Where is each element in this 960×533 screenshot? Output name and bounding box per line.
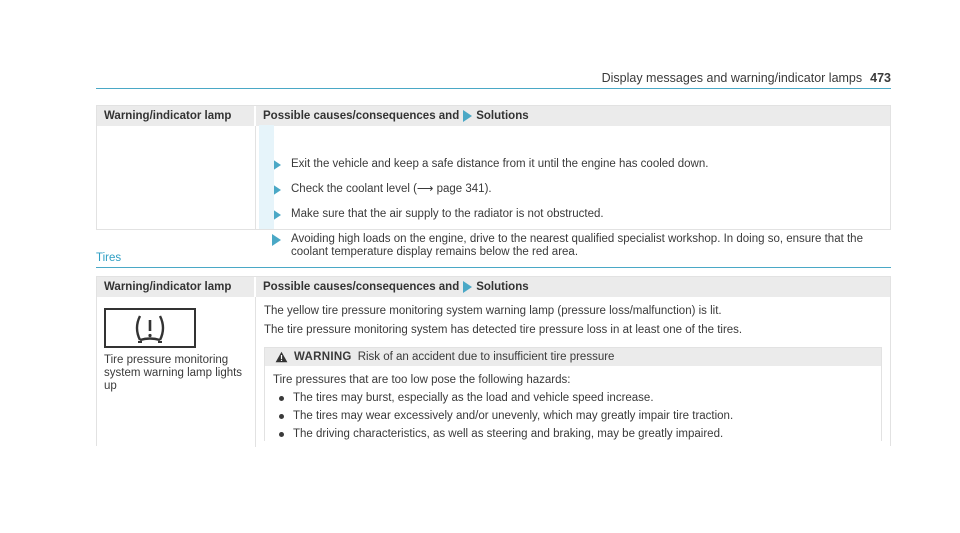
solution-arrow-icon bbox=[463, 281, 472, 293]
step-arrow-icon bbox=[272, 234, 281, 246]
warning-header bbox=[265, 348, 881, 366]
lamp-label: Tire pressure monitoring system warning lamp lights up bbox=[104, 354, 243, 392]
tire-pressure-warning-icon-svg bbox=[130, 312, 170, 344]
bullet-text: The tires may burst, especially as the load and vehicle speed increase. bbox=[293, 392, 654, 404]
table-header-row bbox=[97, 106, 890, 126]
column-header-causes bbox=[256, 106, 890, 126]
causes-cell bbox=[256, 297, 890, 451]
causes-cell bbox=[256, 126, 890, 265]
bullet-icon bbox=[279, 414, 284, 419]
paragraph: The yellow tire pressure monitoring system warning lamp (pressure loss/malfunction) is lit. bbox=[264, 305, 722, 317]
column-header-lamp: Warning/indicator lamp bbox=[97, 277, 256, 297]
list-item bbox=[279, 427, 873, 441]
column-header-causes-text: Possible causes/consequences and bbox=[263, 110, 460, 122]
tire-table bbox=[96, 276, 891, 446]
bullet-icon bbox=[279, 396, 284, 401]
list-item bbox=[264, 158, 882, 171]
lamp-cell bbox=[97, 126, 256, 229]
warning-box bbox=[264, 347, 882, 441]
column-header-causes bbox=[256, 277, 890, 297]
table-row bbox=[97, 297, 890, 451]
step-indicator-bar bbox=[259, 125, 274, 229]
list-item bbox=[279, 409, 873, 423]
running-header-title: Display messages and warning/indicator lamps bbox=[601, 71, 863, 85]
page-number: 473 bbox=[870, 71, 891, 85]
warning-triangle-icon bbox=[275, 351, 288, 363]
tire-pressure-warning-icon bbox=[104, 308, 196, 348]
solution-arrow-icon bbox=[463, 110, 472, 122]
step-text: Make sure that the air supply to the radiator is not obstructed. bbox=[291, 208, 604, 220]
column-header-solutions-text: Solutions bbox=[476, 281, 529, 293]
step-text: Avoiding high loads on the engine, drive to the nearest qualified specialist workshop. In doing so, ensure that the coolant temperature display remains below the red area. bbox=[291, 233, 863, 258]
section-divider bbox=[96, 267, 891, 268]
list-item bbox=[264, 233, 882, 259]
table-row bbox=[97, 126, 890, 265]
list-item bbox=[264, 208, 882, 221]
list-item bbox=[264, 183, 882, 196]
warning-label: WARNING bbox=[294, 351, 352, 363]
step-text[interactable]: Check the coolant level (⟶ page 341). bbox=[291, 183, 492, 195]
column-header-causes-text: Possible causes/consequences and bbox=[263, 281, 460, 293]
table-header-row bbox=[97, 277, 890, 297]
warning-intro: Tire pressures that are too low pose the following hazards: bbox=[273, 374, 571, 386]
header-divider bbox=[96, 88, 891, 89]
section-title: Tires bbox=[96, 252, 122, 264]
step-text: Exit the vehicle and keep a safe distance from it until the engine has cooled down. bbox=[291, 158, 709, 170]
column-header-lamp: Warning/indicator lamp bbox=[97, 106, 256, 126]
list-item bbox=[279, 391, 873, 405]
bullet-text: The tires may wear excessively and/or unevenly, which may greatly impair tire traction. bbox=[293, 410, 734, 422]
warning-title: Risk of an accident due to insufficient tire pressure bbox=[357, 351, 615, 363]
lamp-cell bbox=[97, 297, 256, 447]
or-text bbox=[264, 134, 882, 146]
running-header bbox=[602, 71, 891, 85]
paragraph: The tire pressure monitoring system has detected tire pressure loss in at least one of the tires. bbox=[264, 324, 743, 336]
warning-body bbox=[265, 366, 881, 441]
column-header-solutions-text: Solutions bbox=[476, 110, 529, 122]
bullet-text: The driving characteristics, as well as steering and braking, may be greatly impaired. bbox=[293, 428, 724, 440]
bullet-icon bbox=[279, 432, 284, 437]
